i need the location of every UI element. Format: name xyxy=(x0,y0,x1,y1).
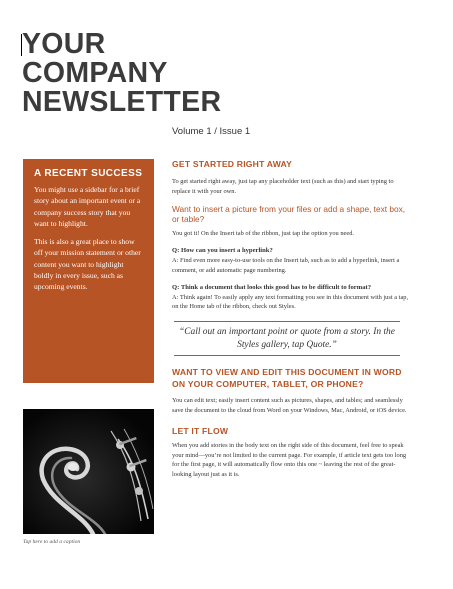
violin-scroll-photo[interactable] xyxy=(23,409,154,534)
article-3-body[interactable]: When you add stories in the body text on the right side of this document, feel free to speak your mind—you’re not limited to the current page. For example, if article text gets too long for the first page, it will automatically flow onto this one ~ leaving the rest of the great-looking layout just as it is. xyxy=(172,441,407,479)
sidebar-paragraph-2[interactable]: This is also a great place to show off your mission statement or other content you want to highlight boldly in every issue, such as upcoming events. xyxy=(34,237,141,292)
answer-2[interactable]: A: Think again! To easily apply any text formatting you see in this document with just a tap, on the Home tab of the ribbon, check out Styles. xyxy=(172,293,409,311)
volume-issue[interactable]: Volume 1 / Issue 1 xyxy=(172,126,251,137)
photo-caption[interactable]: Tap here to add a caption xyxy=(23,539,81,545)
masthead[interactable] xyxy=(22,30,252,117)
question-2[interactable]: Q: Think a document that looks this good has to be difficult to format? xyxy=(172,283,371,291)
masthead-line-3[interactable]: NEWSLETTER xyxy=(22,86,222,118)
article-1-subtext[interactable]: You got it! On the Insert tab of the ribbon, just tap the option you need. xyxy=(172,229,354,237)
article-1-subheading[interactable]: Want to insert a picture from your files or add a shape, text box, or table? xyxy=(172,203,406,225)
masthead-line-2[interactable]: COMPANY xyxy=(22,57,168,89)
article-1-intro[interactable]: To get started right away, just tap any placeholder text (such as this) and start typing to replace it with your own. xyxy=(172,178,394,195)
article-2-body[interactable]: You can edit text; easily insert content such as pictures, shapes, and tables; and seamlessly save the document to the cloud from Word on your Windows, Mac, Android, or iOS device. xyxy=(172,397,407,414)
pull-quote[interactable]: “Call out an important point or quote from a story. In the Styles gallery, tap Quote.” xyxy=(174,321,400,356)
main-column xyxy=(172,158,410,480)
question-1[interactable]: Q: How can you insert a hyperlink? xyxy=(172,247,273,255)
article-3-heading[interactable]: LET IT FLOW xyxy=(172,425,229,436)
violin-scroll-image xyxy=(23,409,154,534)
answer-1[interactable]: A: Find even more easy-to-use tools on the Insert tab, such as to add a hyperlink, insert a comment, or add automatic page numbering. xyxy=(172,257,400,274)
sidebar-title[interactable]: A RECENT SUCCESS xyxy=(34,168,143,179)
article-1-heading[interactable]: GET STARTED RIGHT AWAY xyxy=(172,159,293,169)
masthead-line-1[interactable]: YOUR xyxy=(22,28,106,60)
article-2-heading[interactable]: WANT TO VIEW AND EDIT THIS DOCUMENT IN WORD ON YOUR COMPUTER, TABLET, OR PHONE? xyxy=(172,367,402,390)
sidebar-paragraph-1[interactable]: You might use a sidebar for a brief story about an important event or a company success story that you want to highlight. xyxy=(34,185,141,228)
sidebar[interactable] xyxy=(23,159,154,383)
